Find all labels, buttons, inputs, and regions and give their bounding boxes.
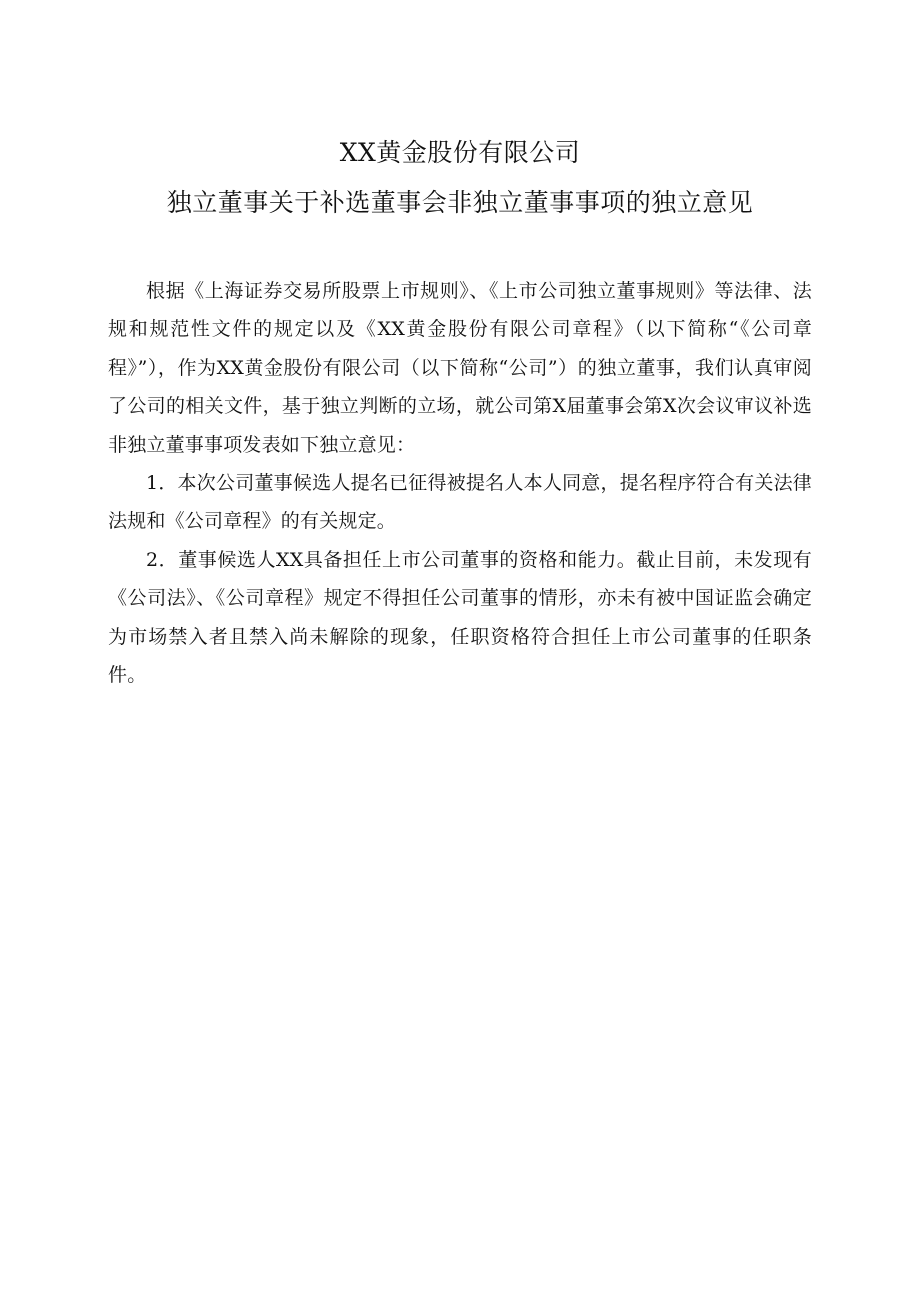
title-block	[0, 128, 920, 228]
paragraph-item-2: 2．董事候选人XX具备担任上市公司董事的资格和能力。截止目前，未发现有《公司法》、《公司章程》规定不得担任公司董事的情形，亦未有被中国证监会确定为市场禁入者且禁入尚未解除的现象，任职资格符合担任上市公司董事的任职条件。	[108, 548, 812, 687]
paragraph-item-1: 1．本次公司董事候选人提名已征得被提名人本人同意，提名程序符合有关法律法规和《公司章程》的有关规定。	[108, 472, 812, 533]
document-body	[108, 272, 812, 694]
document-title: 独立董事关于补选董事会非独立董事事项的独立意见	[166, 188, 754, 217]
company-title: XX黄金股份有限公司	[339, 138, 581, 167]
paragraph-intro: 根据《上海证券交易所股票上市规则》、《上市公司独立董事规则》等法律、法规和规范性文件的规定以及《XX黄金股份有限公司章程》（以下简称“《公司章程》”），作为XX黄金股份有限公司（以下简称“公司”）的独立董事，我们认真审阅了公司的相关文件，基于独立判断的立场，就公司第X届董事会第X次会议审议补选非独立董事事项发表如下独立意见：	[108, 280, 812, 456]
